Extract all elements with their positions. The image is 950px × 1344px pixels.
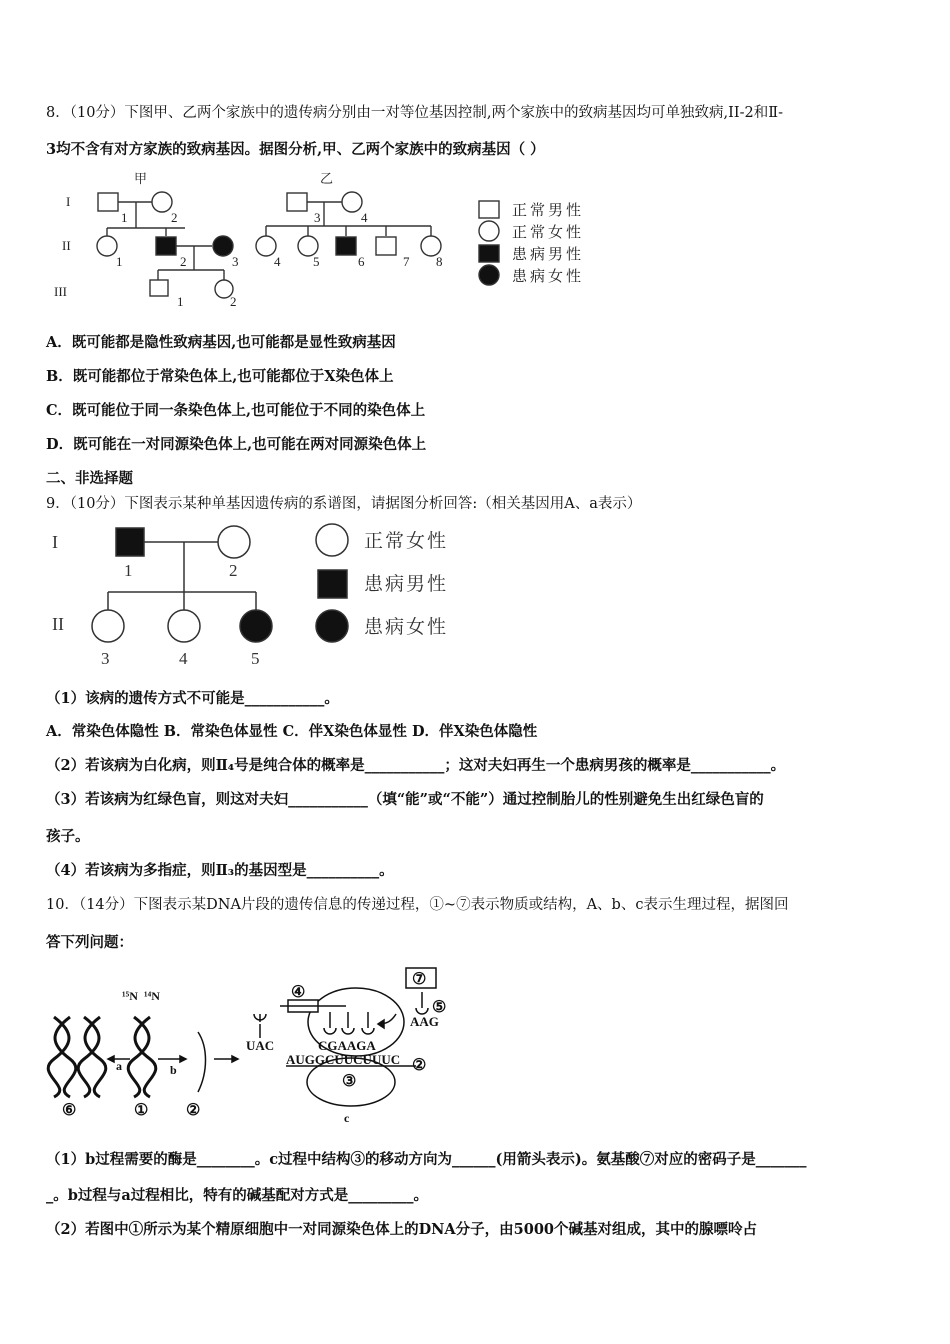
label-6: ⑥ <box>62 1102 77 1119</box>
anticodon-left: UAC <box>246 1038 275 1053</box>
helix-6-icon <box>48 1017 106 1097</box>
anticodons-mid: CGAAGA <box>318 1038 376 1053</box>
q9-i1-affected-male <box>116 528 144 556</box>
q9-part3-line1: （3）若该病为红绿色盲，则这对夫妇___________（填“能”或“不能”）通过控制胎儿的性别避免生出红绿色盲的 <box>46 791 764 808</box>
svg-text:5: 5 <box>313 254 320 269</box>
q8-option-d: D．既可能在一对同源染色体上,也可能在两对同源染色体上 <box>46 436 427 453</box>
q9-part2: （2）若该病为白化病，则Ⅱ₄号是纯合体的概率是___________；这对夫妇再生一个患病男孩的概率是___________。 <box>46 757 786 774</box>
q8-i4-normal-female <box>342 192 362 212</box>
q8-ii7-normal-male <box>376 237 396 255</box>
label-4: ④ <box>291 984 306 1001</box>
q8-ii3-affected-female <box>213 236 233 256</box>
svg-text:¹⁴N: ¹⁴N <box>144 989 160 1003</box>
q8-ii6-affected-male <box>336 237 356 255</box>
q8-i2-normal-female <box>152 192 172 212</box>
q9-gen-ii: II <box>52 614 64 634</box>
q9-ii3-normal-female <box>92 610 124 642</box>
q9-part4: （4）若该病为多指症，则Ⅱ₃的基因型是__________。 <box>46 862 394 879</box>
svg-text:4: 4 <box>179 649 188 668</box>
svg-text:3: 3 <box>314 210 321 225</box>
q9-legend-affected-male: 患病男性 <box>364 574 449 595</box>
q9-i2-normal-female <box>218 526 250 558</box>
svg-text:6: 6 <box>358 254 365 269</box>
svg-text:2: 2 <box>171 210 178 225</box>
q9-stem: 9．（10分）下图表示某种单基因遗传病的系谱图，请据图分析回答:（相关基因用A、a表示） <box>46 496 642 512</box>
q10-stem-line2: 答下列问题： <box>46 934 133 951</box>
q9-part1: （1）该病的遗传方式不可能是___________。 <box>46 690 339 707</box>
q8-i1-normal-male <box>98 193 118 211</box>
svg-text:b: b <box>170 1063 177 1077</box>
svg-text:4: 4 <box>361 210 368 225</box>
q8-ii1-normal-female <box>97 236 117 256</box>
q9-ii5-affected-female <box>240 610 272 642</box>
q8-gen-iii: III <box>54 284 67 299</box>
svg-text:a: a <box>116 1059 122 1073</box>
q8-stem-line1: 8．（10分）下图甲、乙两个家族中的遗传病分别由一对等位基因控制,两个家族中的致病基因均可单独致病,II-2和Ⅱ- <box>46 105 783 121</box>
q8-ii5-normal-female <box>298 236 318 256</box>
q9-part1-options: A．常染色体隐性 B．常染色体显性 C．伴X染色体显性 D．伴X染色体隐性 <box>46 723 538 740</box>
svg-text:2: 2 <box>230 294 237 309</box>
svg-text:c: c <box>344 1111 350 1125</box>
label-3: ③ <box>342 1073 357 1090</box>
q10-part1-line2: _。b过程与a过程相比，特有的碱基配对方式是_________。 <box>46 1187 429 1204</box>
q10-part1-line1: （1）b过程需要的酶是________。c过程中结构③的移动方向为______(用箭头表示)。氨基酸⑦对应的密码子是_______ <box>46 1151 807 1168</box>
q9-legend-normal-female: 正常女性 <box>364 531 449 552</box>
svg-text:1: 1 <box>116 254 123 269</box>
q9-legend-affected-female: 患病女性 <box>364 617 449 638</box>
q8-ii4-normal-female <box>256 236 276 256</box>
q8-legend-affected-female: 患病女性 <box>512 269 585 285</box>
q8-legend-affected-male: 患病男性 <box>512 247 585 263</box>
q8-legend-normal-male: 正常男性 <box>512 203 585 219</box>
q10-part2: （2）若图中①所示为某个精原细胞中一对同源染色体上的DNA分子，由5000个碱基对组成，其中的腺嘌呤占 <box>46 1221 758 1238</box>
svg-text:3: 3 <box>101 649 110 668</box>
q8-gen-ii: II <box>62 238 71 253</box>
svg-text:1: 1 <box>177 294 184 309</box>
svg-text:8: 8 <box>436 254 443 269</box>
svg-text:5: 5 <box>251 649 260 668</box>
label-2: ② <box>186 1102 201 1119</box>
q8-option-b: B．既可能都位于常染色体上,也可能都位于X染色体上 <box>46 368 394 385</box>
q8-i3-normal-male <box>287 193 307 211</box>
label-7: ⑦ <box>412 971 427 988</box>
q8-ii8-normal-female <box>421 236 441 256</box>
label-2-mrna: ② <box>412 1057 427 1074</box>
label-5: ⑤ <box>432 999 447 1016</box>
q10-dna-figure <box>46 962 466 1130</box>
q8-stem-line2: 3均不含有对方家族的致病基因。据图分析,甲、乙两个家族中的致病基因（ ） <box>46 141 545 158</box>
q8-family-b-label: 乙 <box>320 171 334 186</box>
svg-text:¹⁵N: ¹⁵N <box>122 989 138 1003</box>
svg-text:7: 7 <box>403 254 410 269</box>
section-heading: 二、非选择题 <box>46 470 133 487</box>
svg-text:4: 4 <box>274 254 281 269</box>
q9-ii4-normal-female <box>168 610 200 642</box>
q9-gen-i: I <box>52 532 58 552</box>
q9-part3-line2: 孩子。 <box>46 828 90 845</box>
q9-pedigree-figure <box>46 520 466 672</box>
label-1: ① <box>134 1102 149 1119</box>
svg-text:2: 2 <box>229 561 238 580</box>
svg-text:2: 2 <box>180 254 187 269</box>
svg-text:1: 1 <box>121 210 128 225</box>
q8-ii2-affected-male <box>156 237 176 255</box>
q8-family-a-label: 甲 <box>134 171 148 186</box>
q8-option-c: C．既可能位于同一条染色体上,也可能位于不同的染色体上 <box>46 402 426 419</box>
q8-legend-normal-female: 正常女性 <box>512 225 585 241</box>
q8-pedigree-figure <box>46 168 616 310</box>
q8-gen-i: I <box>66 194 71 209</box>
helix-1-icon <box>128 1017 156 1097</box>
q10-stem-line1: 10．（14分）下图表示某DNA片段的遗传信息的传递过程，①~⑦表示物质或结构，A、b、c表示生理过程，据图回 <box>46 897 789 913</box>
q8-iii1-normal-male <box>150 280 168 296</box>
mrna-strand-2 <box>198 1032 206 1092</box>
svg-text:3: 3 <box>232 254 239 269</box>
mrna-sequence: AUGGCUUCUUUC <box>286 1052 401 1067</box>
q8-option-a: A．既可能都是隐性致病基因,也可能都是显性致病基因 <box>46 334 396 351</box>
svg-text:1: 1 <box>124 561 133 580</box>
anticodon-right: AAG <box>410 1014 439 1029</box>
